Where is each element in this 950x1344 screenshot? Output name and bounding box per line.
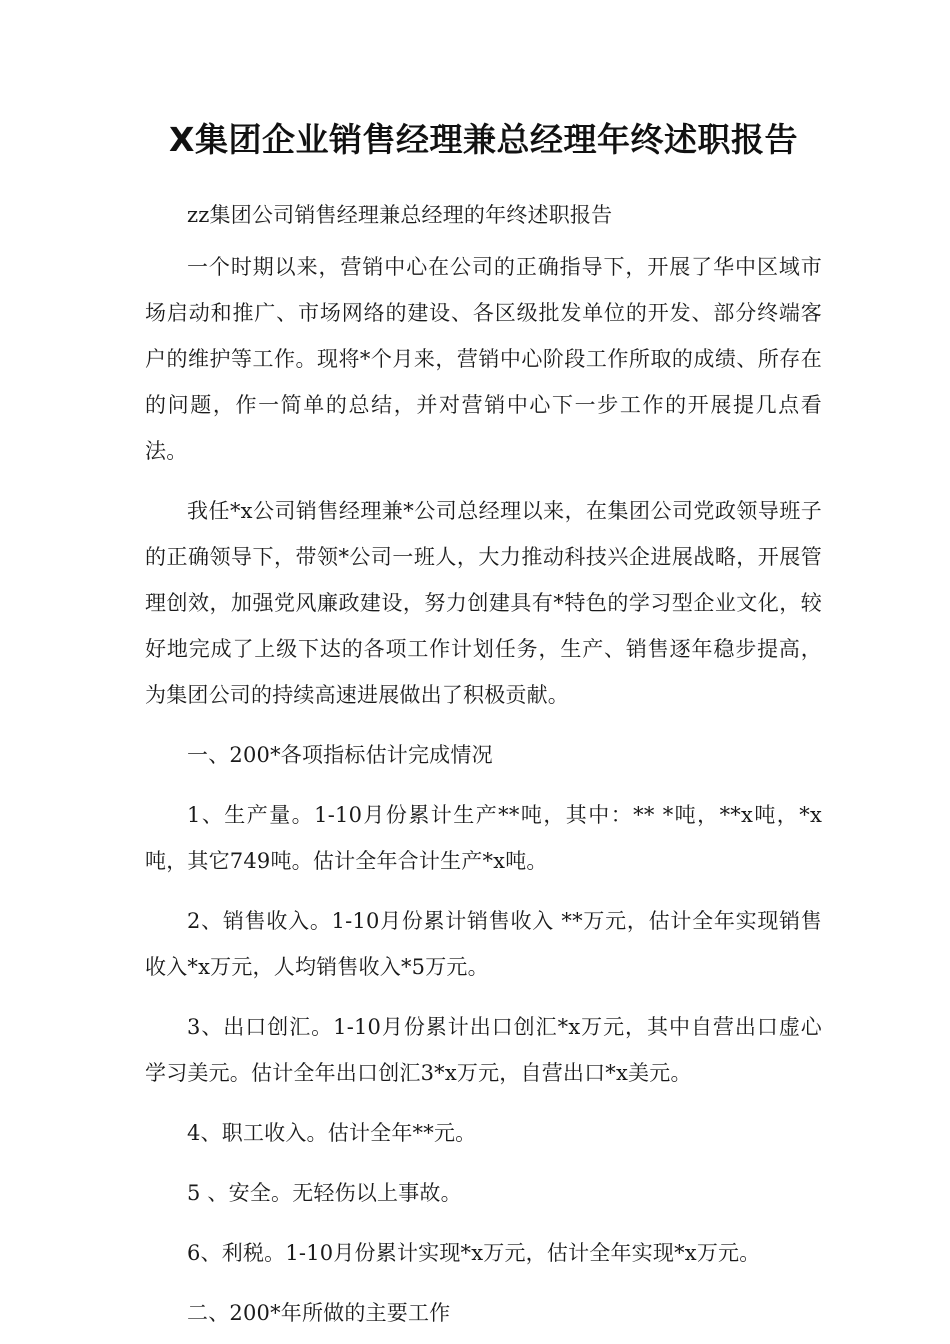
report-subtitle: zz集团公司销售经理兼总经理的年终述职报告 <box>187 203 613 227</box>
item-export: 3、出口创汇。1-10月份累计出口创汇*x万元，其中自营出口虚心学习美元。估计全年出口创汇3*x万元，自营出口*x美元。 <box>145 1015 822 1085</box>
item-safety: 5 、安全。无轻伤以上事故。 <box>187 1181 462 1205</box>
document-title: X集团企业销售经理兼总经理年终述职报告 <box>169 120 798 159</box>
section-heading-2: 二、200*年所做的主要工作 <box>187 1301 451 1325</box>
item-production: 1、生产量。1-10月份累计生产**吨，其中：** *吨，**x吨，*x吨，其它749吨。估计全年合计生产*x吨。 <box>145 803 822 873</box>
paragraph-intro: 一个时期以来，营销中心在公司的正确指导下，开展了华中区域市场启动和推广、市场网络的建设、各区级批发单位的开发、部分终端客户的维护等工作。现将*个月来，营销中心阶段工作所取的成绩、所存在的问题，作一简单的总结，并对营销中心下一步工作的开展提几点看法。 <box>145 255 822 463</box>
item-profit-tax: 6、利税。1-10月份累计实现*x万元，估计全年实现*x万元。 <box>187 1241 761 1265</box>
section-heading-1: 一、200*各项指标估计完成情况 <box>187 743 493 767</box>
item-staff-income: 4、职工收入。估计全年**元。 <box>187 1121 477 1145</box>
paragraph-appointment: 我任*x公司销售经理兼*公司总经理以来，在集团公司党政领导班子的正确领导下，带领*公司一班人，大力推动科技兴企进展战略，开展管理创效，加强党风廉政建设，努力创建具有*特色的学习型企业文化，较好地完成了上级下达的各项工作计划任务，生产、销售逐年稳步提高，为集团公司的持续高速进展做出了积极贡献。 <box>145 499 822 707</box>
item-sales-revenue: 2、销售收入。1-10月份累计销售收入 **万元，估计全年实现销售收入*x万元，人均销售收入*5万元。 <box>145 909 822 979</box>
